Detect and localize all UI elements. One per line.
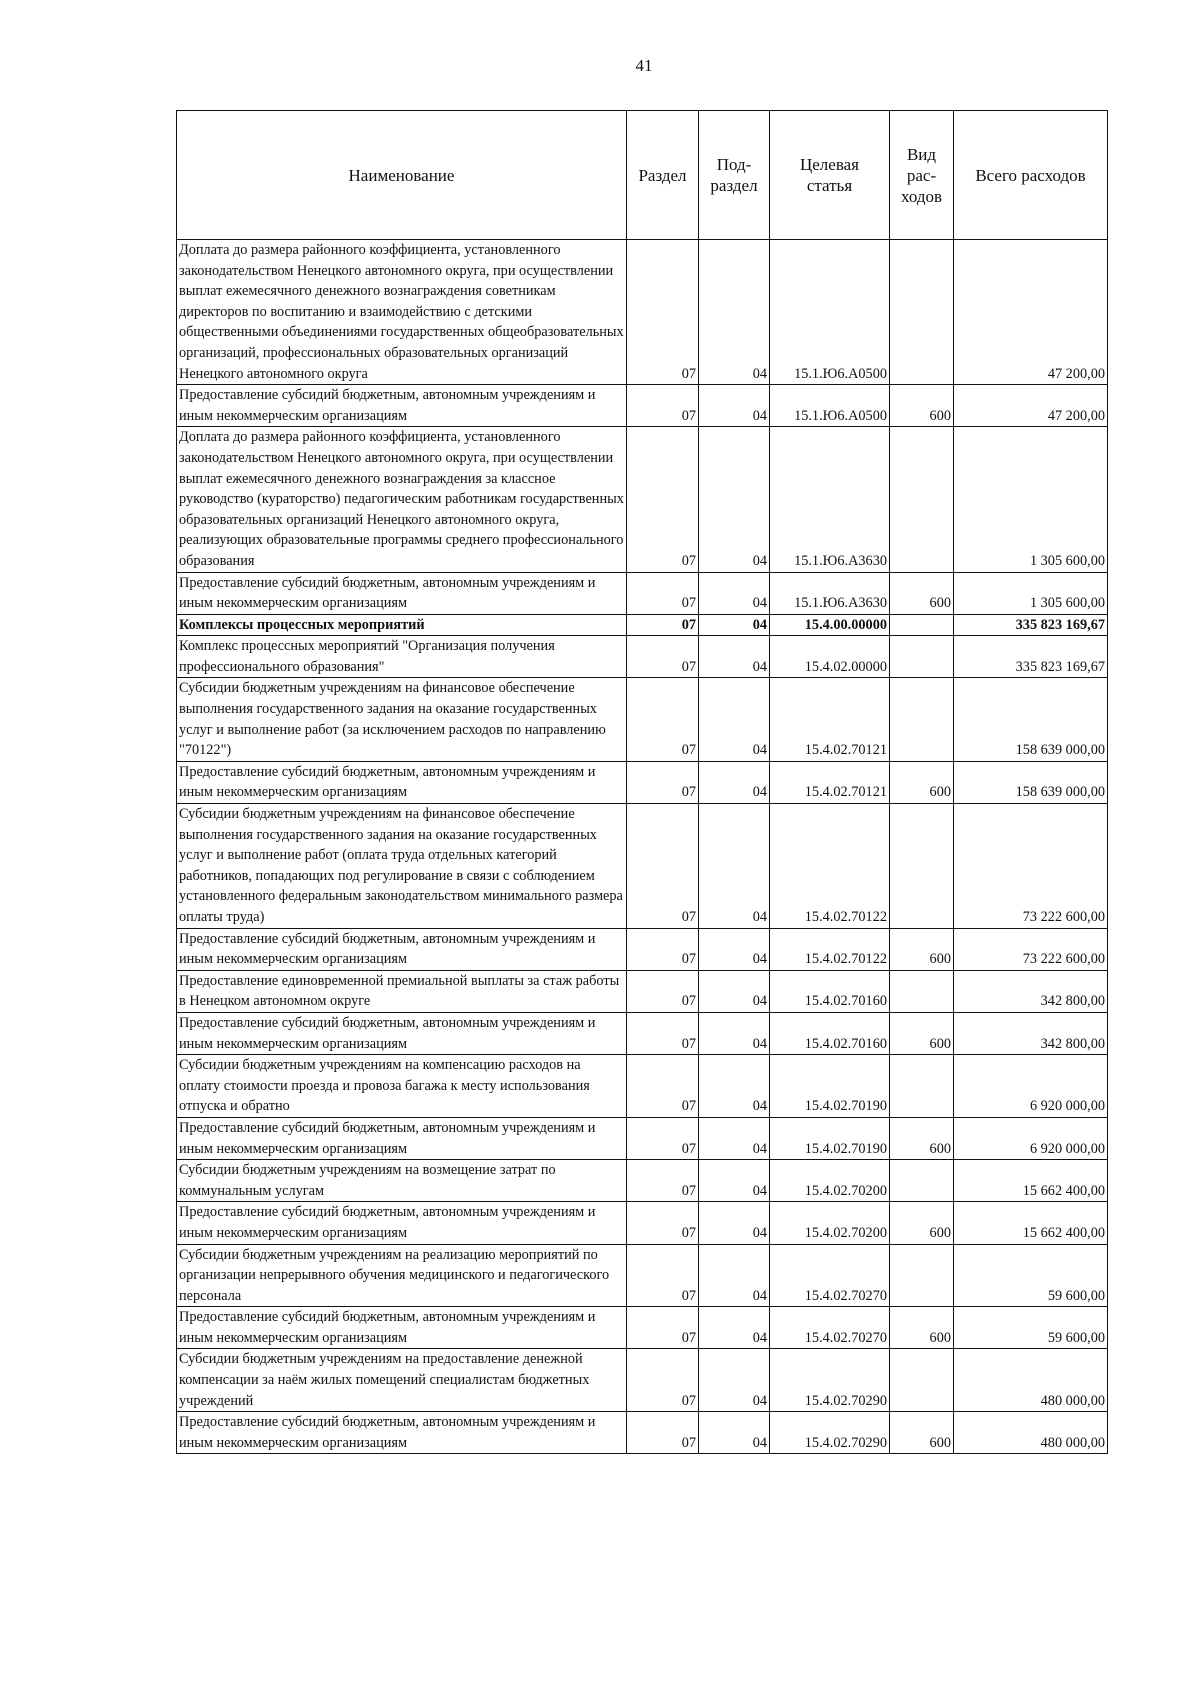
cell-subsection: 04 [699,1244,770,1307]
cell-target-article: 15.4.02.70190 [770,1055,890,1118]
cell-target-article: 15.4.02.70290 [770,1349,890,1412]
cell-section: 07 [627,678,699,761]
cell-name: Предоставление субсидий бюджетным, автономным учреждениям и иным некоммерческим организациям [177,572,627,614]
cell-expense-type: 600 [890,761,954,803]
cell-expense-type: 600 [890,385,954,427]
cell-section: 07 [627,761,699,803]
cell-subsection: 04 [699,928,770,970]
header-section: Раздел [627,111,699,240]
cell-subsection: 04 [699,240,770,385]
cell-total: 335 823 169,67 [954,636,1108,678]
cell-total: 15 662 400,00 [954,1202,1108,1244]
cell-name: Предоставление субсидий бюджетным, автономным учреждениям и иным некоммерческим организациям [177,1307,627,1349]
cell-name: Предоставление субсидий бюджетным, автономным учреждениям и иным некоммерческим организациям [177,761,627,803]
cell-target-article: 15.4.02.70160 [770,970,890,1012]
cell-subsection: 04 [699,385,770,427]
cell-expense-type [890,427,954,572]
cell-subsection: 04 [699,970,770,1012]
cell-name: Доплата до размера районного коэффициента, установленного законодательством Ненецкого автономного округа, при осуществлении выплат ежемесячного денежного вознаграждения советникам директоров по воспитанию и взаимодействию с детскими общественными объединениями государственных общеобразовательных организаций, профессиональных образовательных организаций Ненецкого автономного округа [177,240,627,385]
header-name: Наименование [177,111,627,240]
table-row [177,427,1108,572]
cell-section: 07 [627,928,699,970]
cell-name: Предоставление субсидий бюджетным, автономным учреждениям и иным некоммерческим организациям [177,1117,627,1159]
table-row [177,572,1108,614]
cell-section: 07 [627,970,699,1012]
cell-expense-type [890,1244,954,1307]
cell-target-article: 15.4.02.70122 [770,804,890,929]
cell-target-article: 15.4.02.70121 [770,678,890,761]
cell-subsection: 04 [699,1202,770,1244]
cell-name: Предоставление субсидий бюджетным, автономным учреждениям и иным некоммерческим организациям [177,1412,627,1454]
cell-section: 07 [627,240,699,385]
cell-total: 59 600,00 [954,1307,1108,1349]
cell-section: 07 [627,1412,699,1454]
cell-expense-type [890,970,954,1012]
cell-name: Комплексы процессных мероприятий [177,614,627,636]
cell-section: 07 [627,1244,699,1307]
cell-name: Субсидии бюджетным учреждениям на финансовое обеспечение выполнения государственного задания на оказание государственных услуг и выполнение работ (за исключением расходов по направлению "70122") [177,678,627,761]
cell-expense-type [890,804,954,929]
cell-total: 480 000,00 [954,1349,1108,1412]
table-row [177,1412,1108,1454]
cell-subsection: 04 [699,1412,770,1454]
cell-section: 07 [627,1055,699,1118]
table-row [177,240,1108,385]
cell-subsection: 04 [699,678,770,761]
cell-target-article: 15.1.Ю6.А3630 [770,427,890,572]
table-row [177,970,1108,1012]
cell-subsection: 04 [699,614,770,636]
cell-target-article: 15.4.02.00000 [770,636,890,678]
header-expense-type: Вид рас- ходов [890,111,954,240]
cell-total: 158 639 000,00 [954,761,1108,803]
cell-name: Комплекс процессных мероприятий "Организация получения профессионального образования" [177,636,627,678]
cell-total: 47 200,00 [954,240,1108,385]
cell-target-article: 15.4.02.70200 [770,1160,890,1202]
cell-expense-type [890,1160,954,1202]
cell-total: 73 222 600,00 [954,804,1108,929]
cell-name: Субсидии бюджетным учреждениям на предоставление денежной компенсации за наём жилых помещений специалистам бюджетных учреждений [177,1349,627,1412]
cell-section: 07 [627,804,699,929]
cell-expense-type [890,636,954,678]
table-row [177,1055,1108,1118]
table-row [177,1012,1108,1054]
cell-expense-type: 600 [890,1307,954,1349]
cell-section: 07 [627,1012,699,1054]
header-subsection: Под- раздел [699,111,770,240]
cell-expense-type: 600 [890,1412,954,1454]
table-row [177,1307,1108,1349]
cell-name: Предоставление субсидий бюджетным, автономным учреждениям и иным некоммерческим организациям [177,1202,627,1244]
cell-target-article: 15.4.02.70122 [770,928,890,970]
cell-target-article: 15.4.02.70200 [770,1202,890,1244]
table-row [177,636,1108,678]
cell-total: 342 800,00 [954,1012,1108,1054]
cell-section: 07 [627,427,699,572]
cell-section: 07 [627,1349,699,1412]
cell-section: 07 [627,636,699,678]
cell-target-article: 15.4.02.70190 [770,1117,890,1159]
cell-expense-type [890,678,954,761]
table-row [177,804,1108,929]
cell-total: 335 823 169,67 [954,614,1108,636]
cell-total: 342 800,00 [954,970,1108,1012]
cell-subsection: 04 [699,636,770,678]
cell-expense-type: 600 [890,1012,954,1054]
table-row [177,761,1108,803]
cell-name: Предоставление субсидий бюджетным, автономным учреждениям и иным некоммерческим организациям [177,928,627,970]
cell-total: 1 305 600,00 [954,427,1108,572]
cell-name: Предоставление субсидий бюджетным, автономным учреждениям и иным некоммерческим организациям [177,1012,627,1054]
table-row [177,1244,1108,1307]
table-header-row [177,111,1108,240]
cell-subsection: 04 [699,804,770,929]
cell-subsection: 04 [699,427,770,572]
cell-expense-type [890,1055,954,1118]
cell-name: Предоставление субсидий бюджетным, автономным учреждениям и иным некоммерческим организациям [177,385,627,427]
cell-expense-type [890,240,954,385]
cell-total: 59 600,00 [954,1244,1108,1307]
cell-section: 07 [627,385,699,427]
table-body [177,240,1108,1454]
cell-total: 158 639 000,00 [954,678,1108,761]
table-row [177,1202,1108,1244]
budget-table [176,110,1108,1454]
cell-section: 07 [627,614,699,636]
cell-total: 73 222 600,00 [954,928,1108,970]
cell-target-article: 15.4.02.70290 [770,1412,890,1454]
cell-section: 07 [627,1307,699,1349]
table-row [177,1117,1108,1159]
cell-subsection: 04 [699,1055,770,1118]
header-total: Всего расходов [954,111,1108,240]
cell-target-article: 15.4.02.70160 [770,1012,890,1054]
cell-expense-type [890,614,954,636]
header-target-article: Целевая статья [770,111,890,240]
cell-target-article: 15.4.02.70270 [770,1307,890,1349]
cell-section: 07 [627,1202,699,1244]
cell-expense-type [890,1349,954,1412]
table-row [177,385,1108,427]
cell-expense-type: 600 [890,1202,954,1244]
table-row [177,678,1108,761]
cell-expense-type: 600 [890,572,954,614]
cell-subsection: 04 [699,572,770,614]
cell-expense-type: 600 [890,1117,954,1159]
cell-section: 07 [627,572,699,614]
table-row [177,928,1108,970]
cell-subsection: 04 [699,761,770,803]
table-row [177,614,1108,636]
cell-subsection: 04 [699,1117,770,1159]
cell-expense-type: 600 [890,928,954,970]
page-number: 41 [635,56,653,75]
cell-section: 07 [627,1160,699,1202]
cell-name: Субсидии бюджетным учреждениям на реализацию мероприятий по организации непрерывного обучения медицинского и педагогического персонала [177,1244,627,1307]
cell-subsection: 04 [699,1307,770,1349]
cell-target-article: 15.1.Ю6.А0500 [770,240,890,385]
cell-target-article: 15.1.Ю6.А3630 [770,572,890,614]
cell-total: 6 920 000,00 [954,1055,1108,1118]
cell-total: 47 200,00 [954,385,1108,427]
cell-total: 1 305 600,00 [954,572,1108,614]
cell-total: 15 662 400,00 [954,1160,1108,1202]
cell-target-article: 15.4.02.70121 [770,761,890,803]
cell-target-article: 15.4.02.70270 [770,1244,890,1307]
cell-name: Субсидии бюджетным учреждениям на возмещение затрат по коммунальным услугам [177,1160,627,1202]
cell-name: Доплата до размера районного коэффициента, установленного законодательством Ненецкого автономного округа, при осуществлении выплат ежемесячного денежного вознаграждения за классное руководство (кураторство) педагогическим работникам государственных образовательных организаций Ненецкого автономного округа, реализующих образовательные программы среднего профессионального образования [177,427,627,572]
cell-total: 6 920 000,00 [954,1117,1108,1159]
cell-subsection: 04 [699,1012,770,1054]
cell-target-article: 15.4.00.00000 [770,614,890,636]
table-row [177,1349,1108,1412]
cell-subsection: 04 [699,1349,770,1412]
cell-name: Субсидии бюджетным учреждениям на финансовое обеспечение выполнения государственного задания на оказание государственных услуг и выполнение работ (оплата труда отдельных категорий работников, попадающих под регулирование в связи с соблюдением установленного федеральным законодательством минимального размера оплаты труда) [177,804,627,929]
cell-section: 07 [627,1117,699,1159]
table-row [177,1160,1108,1202]
cell-total: 480 000,00 [954,1412,1108,1454]
cell-name: Предоставление единовременной премиальной выплаты за стаж работы в Ненецком автономном округе [177,970,627,1012]
cell-target-article: 15.1.Ю6.А0500 [770,385,890,427]
cell-subsection: 04 [699,1160,770,1202]
cell-name: Субсидии бюджетным учреждениям на компенсацию расходов на оплату стоимости проезда и провоза багажа к месту использования отпуска и обратно [177,1055,627,1118]
